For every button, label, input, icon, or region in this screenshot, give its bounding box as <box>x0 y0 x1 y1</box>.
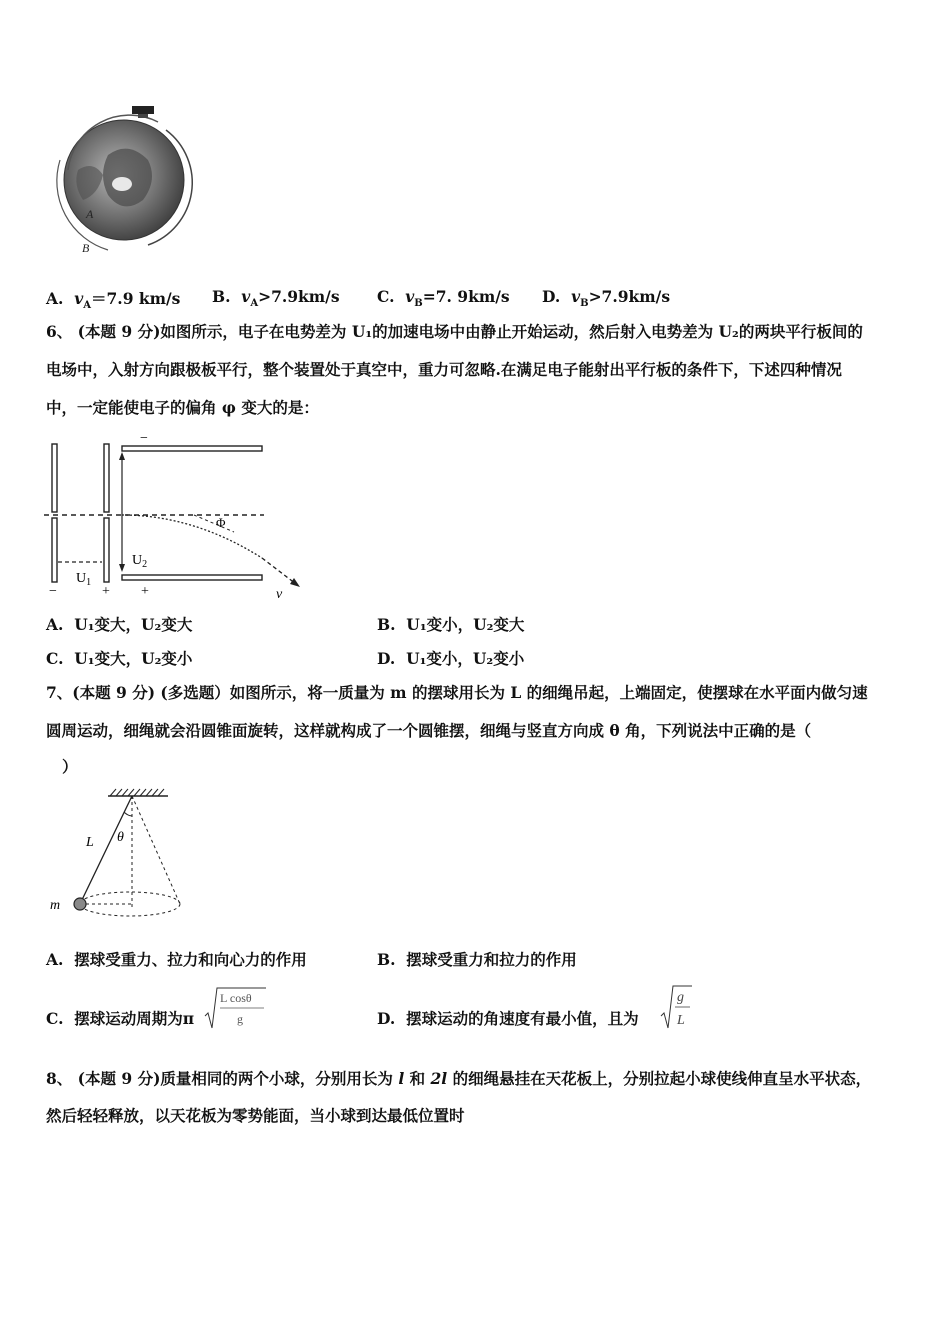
q6-line-1: 6、 (本题 9 分)如图所示，电子在电势差为 U₁的加速电场中由静止开始运动，然后射入电势差为 U₂的两块平行板间的 <box>46 322 863 341</box>
q7-option-b[interactable]: B. 摆球受重力和拉力的作用 <box>377 950 577 969</box>
q6-option-c[interactable]: C. U₁变大，U₂变小 <box>46 649 193 668</box>
label-minus-top: − <box>140 432 148 446</box>
sqrt-c-num: L cosθ <box>220 991 252 1005</box>
label-l: L <box>86 835 94 850</box>
label-u2: $U_2$ <box>132 553 148 570</box>
q5-option-a[interactable]: A. $v_A=7.9$ km/s <box>46 289 181 312</box>
q6-line-3: 中，一定能使电子的偏角 φ 变大的是： <box>46 398 319 417</box>
q7-line-2: 圆周运动，细绳就会沿圆锥面旋转，这样就构成了一个圆锥摆，细绳与竖直方向成 θ 角，下列说法中正确的是（ <box>46 721 812 740</box>
label-phi: Φ <box>216 515 226 530</box>
label-a: A <box>86 207 94 221</box>
q7-option-d[interactable]: D. 摆球运动的角速度有最小值，且为 <box>377 1009 639 1028</box>
earth-orbit-figure <box>48 100 198 260</box>
q6-option-d[interactable]: D. U₁变小，U₂变小 <box>377 649 525 668</box>
q6-line-2: 电场中，入射方向跟极板平行，整个装置处于真空中，重力可忽略.在满足电子能射出平行板的条件下，下述四种情况 <box>46 360 842 379</box>
sqrt-d-num: g <box>677 990 684 1005</box>
q7-line-1: 7、(本题 9 分) (多选题）如图所示，将一质量为 m 的摆球用长为 L 的细绳吊起，上端固定，使摆球在水平面内做匀速 <box>46 683 868 702</box>
sqrt-c-den: g <box>237 1012 243 1026</box>
sqrt-period-formula <box>204 986 268 1032</box>
pendulum-ball <box>74 898 86 910</box>
q7-line-3: ） <box>62 757 78 776</box>
q6-option-b[interactable]: B. U₁变小，U₂变大 <box>377 615 525 634</box>
label-plus-left: + <box>102 584 110 599</box>
q7-option-c[interactable]: C. 摆球运动周期为π <box>46 1009 195 1028</box>
q5-option-c[interactable]: C. $v_B=7$. 9km/s <box>377 287 510 310</box>
label-theta: θ <box>117 830 124 845</box>
q8-line-1: 8、 (本题 9 分)质量相同的两个小球，分别用长为 l 和 2l 的细绳悬挂在天花板上，分别拉起小球使线伸直呈水平状态， <box>46 1069 872 1088</box>
label-plus-bottom: + <box>141 584 149 599</box>
q5-option-d[interactable]: D. $v_B>7.9km/s$ <box>542 287 671 310</box>
q6-option-a[interactable]: A. U₁变大，U₂变大 <box>46 615 193 634</box>
q7-option-a[interactable]: A. 摆球受重力、拉力和向心力的作用 <box>46 950 307 969</box>
conical-pendulum-figure <box>44 786 194 926</box>
sqrt-d-den: L <box>677 1013 685 1028</box>
q8-line-2: 然后轻轻释放，以天花板为零势能面，当小球到达最低位置时 <box>46 1106 465 1125</box>
label-m: m <box>50 898 61 913</box>
label-minus-left: − <box>49 584 57 599</box>
q5-option-b[interactable]: B. $v_A>7.9km/s$ <box>212 287 340 310</box>
sqrt-omega-formula <box>660 984 694 1032</box>
satellite-icon <box>132 106 154 114</box>
deflection-figure <box>44 432 314 602</box>
label-v: v <box>276 587 283 602</box>
label-u1: $U_1$ <box>76 571 92 588</box>
label-b: B <box>82 241 90 255</box>
